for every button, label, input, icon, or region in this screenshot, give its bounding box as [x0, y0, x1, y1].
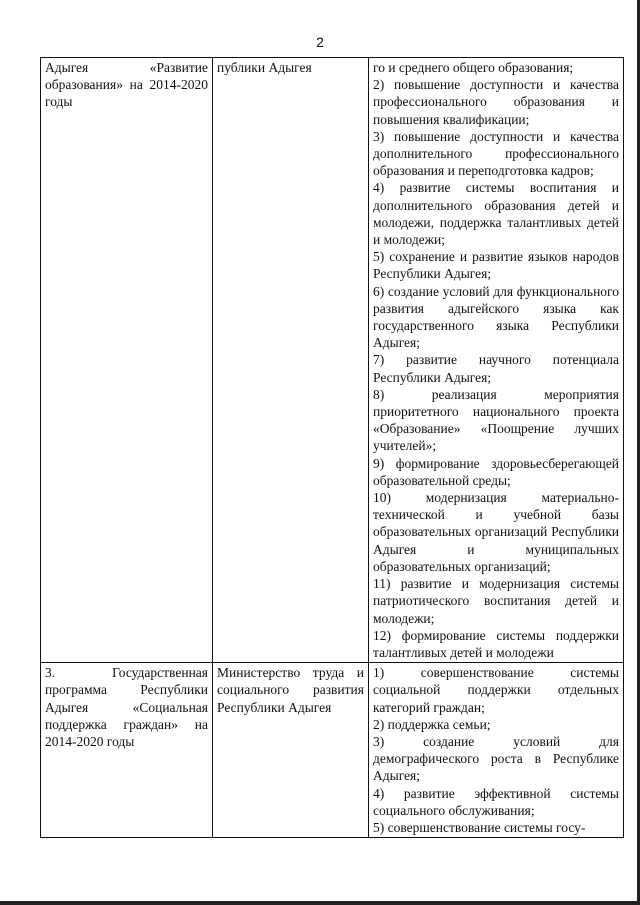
- tasks-cell: [369, 58, 624, 663]
- task-item: 2) поддержка семьи;: [373, 716, 491, 732]
- task-item: 5) совершенствование системы госу-: [373, 819, 586, 835]
- task-item: 4) развитие системы воспитания и дополнительного образования детей и молодежи, поддержка талантливых детей и молодежи;: [373, 180, 619, 248]
- task-item: 9) формирование здоровьесберегающей образовательной среды;: [373, 455, 619, 488]
- page-number: 2: [316, 34, 324, 50]
- scan-edge-bottom: [0, 901, 640, 905]
- task-item: 5) сохранение и развитие языков народов Республики Адыгея;: [373, 249, 619, 282]
- task-item: 12) формирование системы поддержки талантливых детей и молодежи: [373, 627, 619, 660]
- table-row: [41, 58, 624, 663]
- programs-table: [40, 57, 624, 838]
- task-item: 10) модернизация материально-технической и учебной базы образовательных организаций Республики Адыгея и муниципальных образовательных организаций;: [373, 490, 619, 574]
- task-item: го и среднего общего образования;: [373, 60, 574, 75]
- executor-cell: Министерство труда и социального развития Республики Адыгея: [213, 663, 369, 838]
- table-row: [41, 663, 624, 838]
- task-item: 8) реализация мероприятия приоритетного национального проекта «Образование» «Поощрение лучших учителей»;: [373, 386, 619, 454]
- executor-cell: публики Адыгея: [213, 58, 369, 663]
- task-item: 2) повышение доступности и качества профессионального образования и повышения квалификации;: [373, 77, 619, 127]
- task-item: 3) повышение доступности и качества дополнительного профессионального образования и переподготовка кадров;: [373, 128, 619, 179]
- task-item: 3) создание условий для демографического роста в Республике Адыгея;: [373, 733, 619, 784]
- tasks-cell: [369, 663, 624, 838]
- task-item: 7) развитие научного потенциала Республики Адыгея;: [373, 352, 619, 385]
- task-item: 4) развитие эффективной системы социального обслуживания;: [373, 785, 619, 818]
- program-cell: 3. Государственная программа Республики Адыгея «Социальная поддержка граждан» на 2014-2020 годы: [41, 663, 213, 838]
- task-item: 6) создание условий для функционального развития адыгейского языка как государственного языка Республики Адыгея;: [373, 283, 619, 351]
- task-item: 11) развитие и модернизация системы патриотического воспитания детей и молодежи;: [373, 576, 619, 626]
- task-item: 1) совершенствование системы социальной поддержки отдельных категорий граждан;: [373, 665, 619, 715]
- program-cell: Адыгея «Развитие образования» на 2014-2020 годы: [41, 58, 213, 663]
